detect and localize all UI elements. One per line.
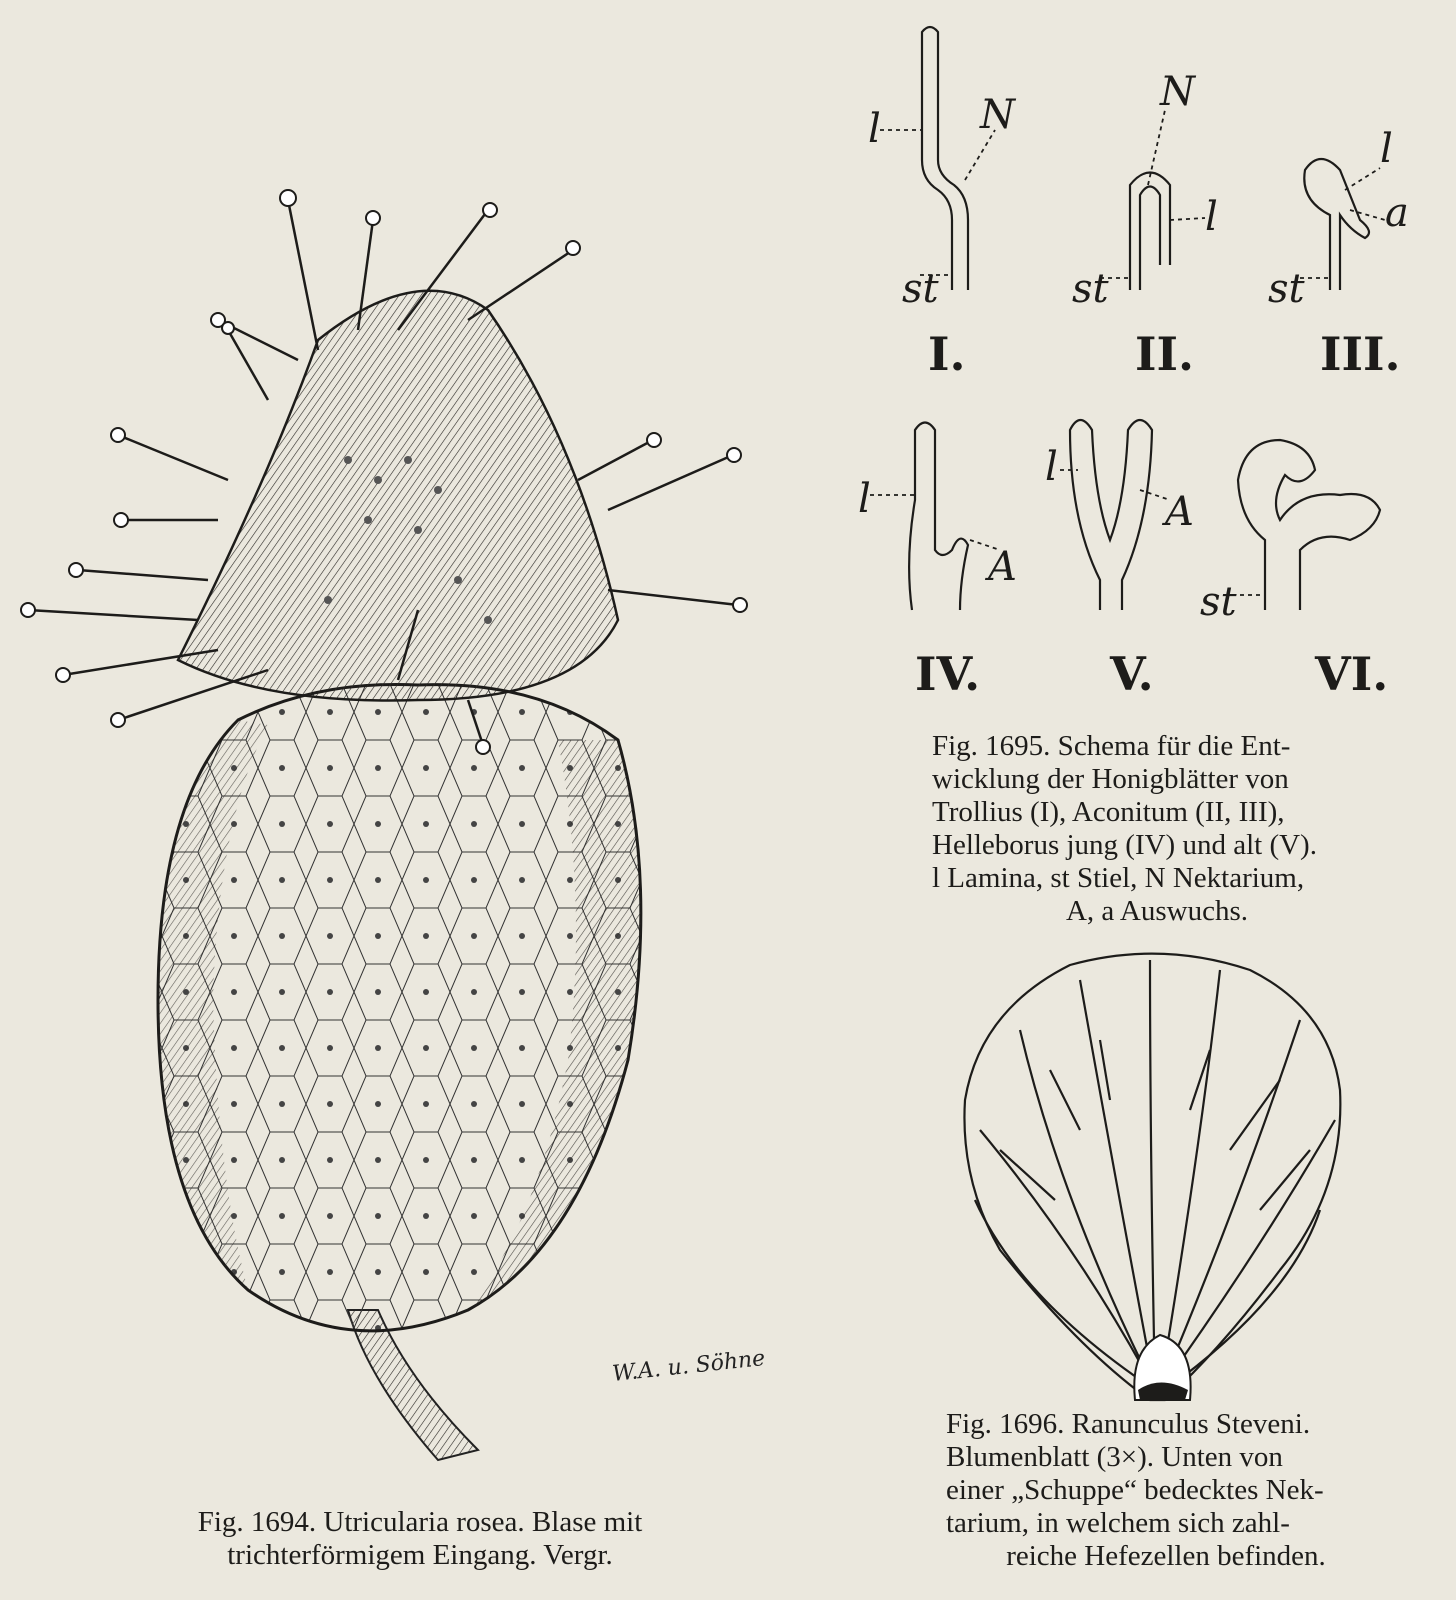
figure-1694-caption xyxy=(120,1506,720,1572)
svg-text:st: st xyxy=(902,266,939,312)
caption-line: wicklung der Honigblätter von xyxy=(932,763,1289,795)
svg-text:l: l xyxy=(1205,194,1218,240)
svg-text:N: N xyxy=(980,92,1015,138)
stage-label: V. xyxy=(1110,647,1154,701)
svg-text:l: l xyxy=(1045,444,1058,490)
nectary-development-schema xyxy=(860,20,1440,720)
svg-text:st: st xyxy=(1268,266,1305,312)
caption-line: einer „Schuppe“ bedecktes Nek- xyxy=(946,1474,1324,1506)
caption-line: Fig. 1694. Utricularia rosea. Blase mit xyxy=(197,1506,643,1538)
caption-line: A, a Auswuchs. xyxy=(1065,895,1249,927)
caption-line: tarium, in welchem sich zahl- xyxy=(946,1507,1290,1539)
stage-label: I. xyxy=(928,327,966,381)
svg-text:l: l xyxy=(858,476,871,522)
stage-label: IV. xyxy=(915,647,981,701)
caption-line: l Lamina, st Stiel, N Nektarium, xyxy=(932,862,1305,894)
caption-line: reiche Hefezellen befinden. xyxy=(1006,1540,1326,1572)
caption-line: trichterförmigem Eingang. Vergr. xyxy=(227,1539,613,1571)
caption-line: Fig. 1696. Ranunculus Steveni. xyxy=(946,1408,1311,1440)
stage-label: III. xyxy=(1320,327,1401,381)
svg-text:N: N xyxy=(1160,69,1195,115)
svg-text:A: A xyxy=(988,544,1017,590)
svg-text:l: l xyxy=(1380,126,1393,172)
svg-text:l: l xyxy=(868,106,881,152)
caption-line: Trollius (I), Aconitum (II, III), xyxy=(932,796,1285,828)
svg-text:st: st xyxy=(1200,579,1237,625)
svg-text:st: st xyxy=(1072,266,1109,312)
utricularia-bladder-illustration xyxy=(18,180,758,1470)
svg-text:a: a xyxy=(1385,190,1409,236)
svg-text:A: A xyxy=(1165,489,1194,535)
stage-label: II. xyxy=(1135,327,1195,381)
figure-1695-caption xyxy=(932,730,1382,928)
caption-line: Blumenblatt (3×). Unten von xyxy=(946,1441,1283,1473)
figure-1696-caption xyxy=(946,1408,1386,1573)
caption-line: Fig. 1695. Schema für die Ent- xyxy=(932,730,1291,762)
caption-line: Helleborus jung (IV) und alt (V). xyxy=(932,829,1317,861)
engraver-signature: W.A. u. Söhne xyxy=(611,1346,767,1387)
ranunculus-petal-illustration xyxy=(960,950,1350,1410)
stage-label: VI. xyxy=(1315,647,1389,701)
